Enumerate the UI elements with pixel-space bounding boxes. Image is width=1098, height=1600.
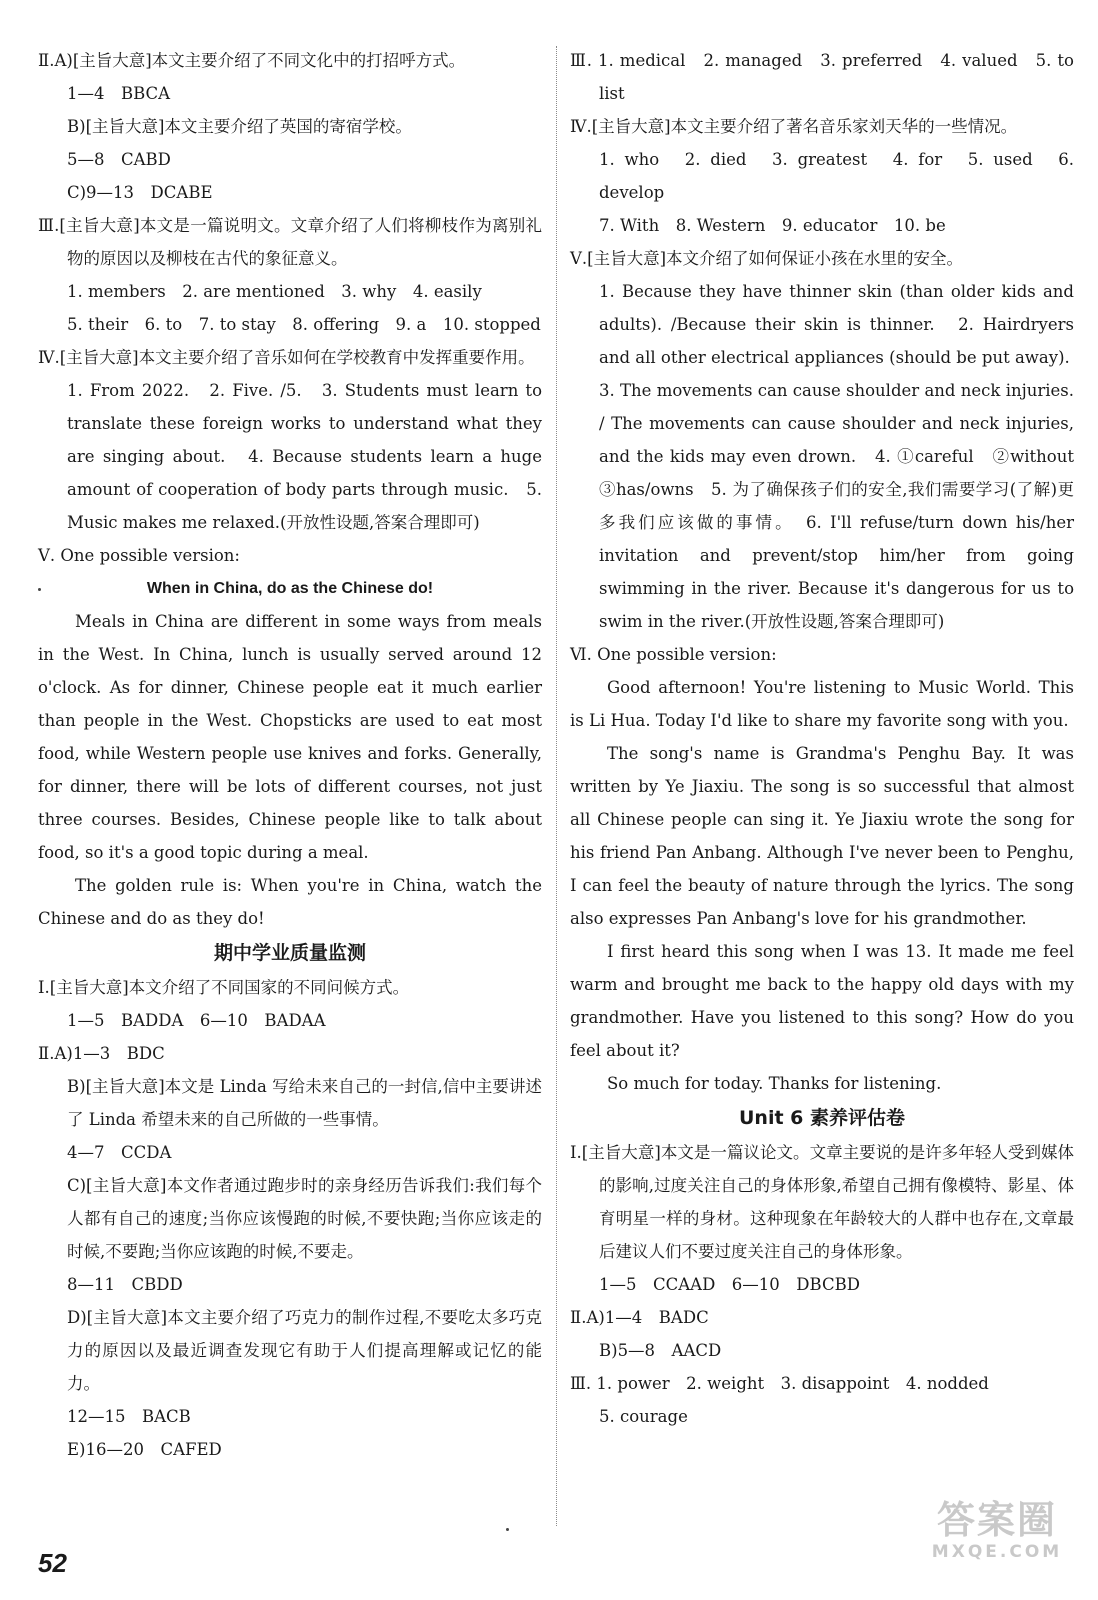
answer-line: B)[主旨大意]本文是 Linda 写给未来自己的一封信,信中主要讲述了 Linda 希望未来的自己所做的一些事情。 xyxy=(67,1077,542,1129)
answer-line: Ⅱ.A)[主旨大意]本文主要介绍了不同文化中的打招呼方式。 xyxy=(38,51,466,70)
answer-line: The song's name is Grandma's Penghu Bay. It was written by Ye Jiaxiu. The song is so successful that almost all Chinese people can sing it. Ye Jiaxiu wrote the song for his friend Pan Anbang. Although I've never been to Penghu, I can feel the beauty of nature through the lyrics. The song also expresses Pan Anbang's love for his grandmother. xyxy=(570,744,1074,928)
answer-line: Ⅰ.[主旨大意]本文介绍了不同国家的不同问候方式。 xyxy=(38,978,410,997)
watermark xyxy=(912,1498,1082,1562)
answer-line: 12—15 BACB xyxy=(67,1407,191,1426)
bullet-mark xyxy=(38,588,41,591)
answer-line: 8—11 CBDD xyxy=(67,1275,183,1294)
answer-line: The golden rule is: When you're in China, watch the Chinese and do as they do! xyxy=(38,876,542,928)
answer-line: B)[主旨大意]本文主要介绍了英国的寄宿学校。 xyxy=(67,117,412,136)
answer-line: Ⅵ. One possible version: xyxy=(570,645,777,664)
bullet-mark xyxy=(506,1528,509,1531)
answer-line: 5—8 CABD xyxy=(67,150,171,169)
essay-title: When in China, do as the Chinese do! xyxy=(146,580,434,597)
answer-line: Ⅳ.[主旨大意]本文主要介绍了音乐如何在学校教育中发挥重要作用。 xyxy=(38,348,535,367)
answer-line: 1. who 2. died 3. greatest 4. for 5. used 6. develop xyxy=(599,150,1074,202)
page-number: 52 xyxy=(38,1548,67,1578)
column-divider xyxy=(556,46,557,1526)
section-heading: 期中学业质量监测 xyxy=(213,942,366,964)
answer-line: C)[主旨大意]本文作者通过跑步时的亲身经历告诉我们:我们每个人都有自己的速度;当你应该慢跑的时候,不要快跑;当你应该走的时候,不要跑;当你应该跑的时候,不要走。 xyxy=(67,1176,542,1261)
answer-line: 1. Because they have thinner skin (than older kids and adults). /Because their skin is thinner. 2. Hairdryers and all other electrical appliances (should be put away). xyxy=(599,282,1074,367)
answer-line: Ⅰ.[主旨大意]本文是一篇议论文。文章主要说的是许多年轻人受到媒体的影响,过度关注自己的身体形象,希望自己拥有像模特、影星、体育明星一样的身材。这种现象在年龄较大的人群中也存在,文章最后建议人们不要过度关注自己的身体形象。 xyxy=(570,1143,1074,1261)
answer-line: 1. members 2. are mentioned 3. why 4. easily xyxy=(67,282,482,301)
answer-line: 1—5 BADDA 6—10 BADAA xyxy=(67,1011,326,1030)
answer-line: I first heard this song when I was 13. It made me feel warm and brought me back to the happy old days with my grandmother. Have you listened to this song? How do you feel about it? xyxy=(570,942,1074,1060)
answer-line: Ⅱ.A)1—4 BADC xyxy=(570,1308,709,1327)
answer-line: Ⅴ.[主旨大意]本文介绍了如何保证小孩在水里的安全。 xyxy=(570,249,964,268)
answer-line: Ⅲ. 1. power 2. weight 3. disappoint 4. nodded xyxy=(570,1374,989,1393)
answer-line: 1—5 CCAAD 6—10 DBCBD xyxy=(599,1275,860,1294)
answer-line: 1—4 BBCA xyxy=(67,84,171,103)
answer-line: Meals in China are different in some ways from meals in the West. In China, lunch is usually served around 12 o'clock. As for dinner, Chinese people eat it much earlier than people in the West. Chopsticks are used to eat most food, while Western people use knives and forks. Generally, for dinner, there will be lots of different courses, not just three courses. Besides, Chinese people like to talk about food, so it's a good topic during a meal. xyxy=(38,612,542,862)
answer-line: Ⅱ.A)1—3 BDC xyxy=(38,1044,165,1063)
answer-line: D)[主旨大意]本文主要介绍了巧克力的制作过程,不要吃太多巧克力的原因以及最近调查发现它有助于人们提高理解或记忆的能力。 xyxy=(67,1308,542,1393)
answer-line: B)5—8 AACD xyxy=(599,1341,722,1360)
watermark-logo-text: 答案圈 xyxy=(936,1498,1057,1542)
answer-line: 4—7 CCDA xyxy=(67,1143,172,1162)
answer-line: Ⅲ. 1. medical 2. managed 3. preferred 4. valued 5. to list xyxy=(570,51,1074,103)
left-column xyxy=(38,44,542,1466)
answer-line: 7. With 8. Western 9. educator 10. be xyxy=(599,216,946,235)
answer-line: C)9—13 DCABE xyxy=(67,183,213,202)
right-column xyxy=(570,44,1074,1433)
answer-line: Good afternoon! You're listening to Music World. This is Li Hua. Today I'd like to share my favorite song with you. xyxy=(570,678,1074,730)
answer-line: 1. From 2022. 2. Five. /5. 3. Students must learn to translate these foreign works to understand what they are singing about. 4. Because students learn a huge amount of cooperation of body parts through music. 5. Music makes me relaxed.(开放性设题,答案合理即可) xyxy=(67,381,542,532)
answer-line: Ⅳ.[主旨大意]本文主要介绍了著名音乐家刘天华的一些情况。 xyxy=(570,117,1018,136)
answer-line: 5. courage xyxy=(599,1407,688,1426)
answer-line: So much for today. Thanks for listening. xyxy=(607,1074,942,1093)
answer-line: Ⅲ.[主旨大意]本文是一篇说明文。文章介绍了人们将柳枝作为离别礼物的原因以及柳枝在古代的象征意义。 xyxy=(38,216,542,268)
answer-line: Ⅴ. One possible version: xyxy=(38,546,240,565)
answer-line: 5. their 6. to 7. to stay 8. offering 9. a 10. stopped xyxy=(67,315,541,334)
answer-line: E)16—20 CAFED xyxy=(67,1440,222,1459)
watermark-url: MXQE.COM xyxy=(931,1542,1063,1562)
section-heading: Unit 6 素养评估卷 xyxy=(739,1107,905,1129)
answer-line: 3. The movements can cause shoulder and neck injuries. / The movements can cause shoulder and neck injuries, and the kids may even drown. 4. ①careful ②without ③has/owns 5. 为了确保孩子们的安全,我们需要学习(了解)更多我们应该做的事情。 6. I'll refuse/turn down his/her invitation and prevent/stop him/her from going swimming in the river. Because it's dangerous for us to swim in the river.(开放性设题,答案合理即可) xyxy=(599,381,1074,631)
